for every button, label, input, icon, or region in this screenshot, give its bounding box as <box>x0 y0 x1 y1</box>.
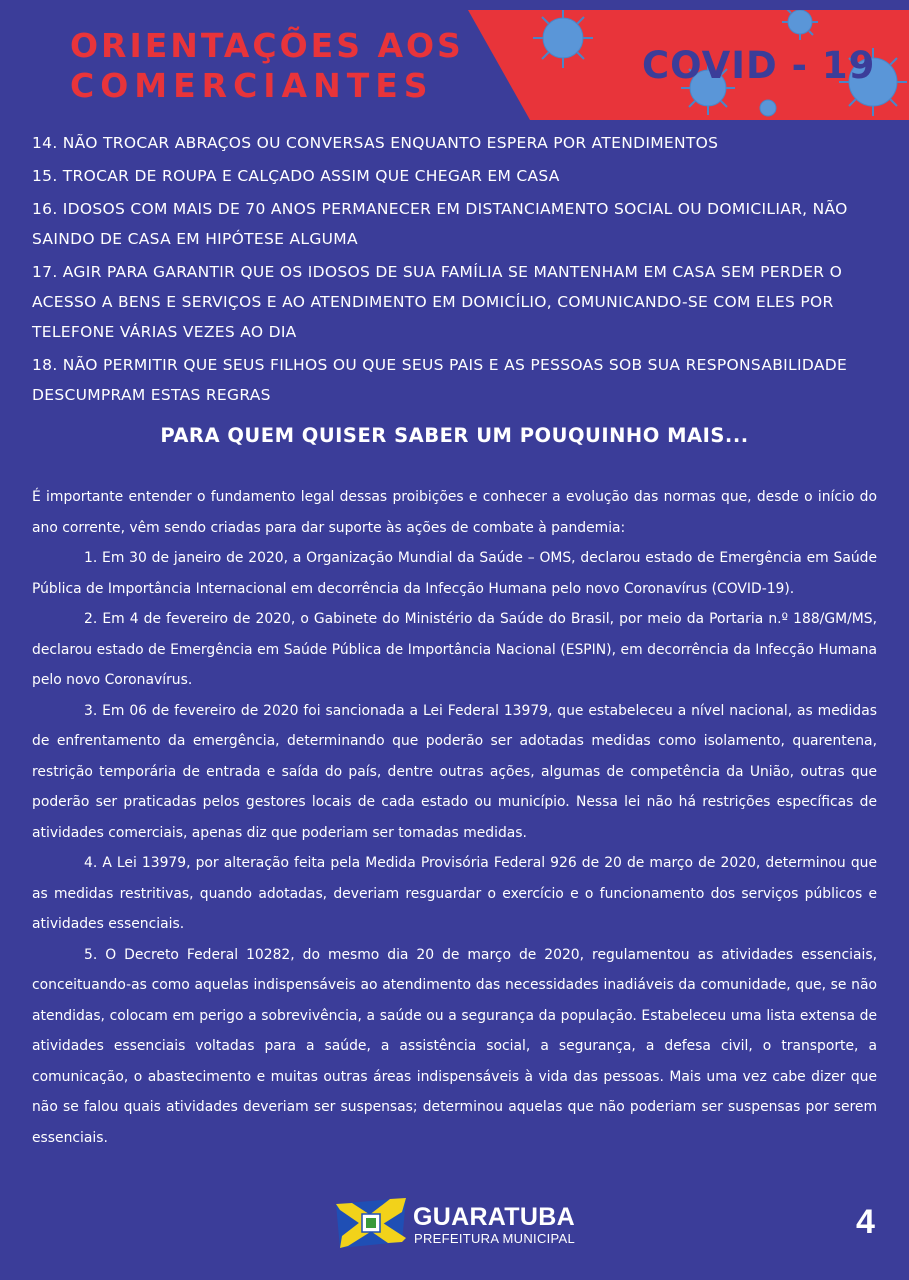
brand-subtitle: PREFEITURA MUNICIPAL <box>414 1231 576 1246</box>
title-line-1: ORIENTAÇÕES AOS <box>70 26 464 65</box>
page-number: 4 <box>856 1203 875 1241</box>
intro-paragraph: É importante entender o fundamento legal dessas proibições e conhecer a evolução das normas que, desde o início do ano corrente, vêm sendo criadas para dar suporte às ações de combate à pandemia: <box>32 489 877 536</box>
rules-list <box>32 128 882 413</box>
legal-item: 4. A Lei 13979, por alteração feita pela Medida Provisória Federal 926 de 20 de março de 2020, determinou que as medidas restritivas, quando adotadas, deveriam resguardar o exercício e o funcionamento dos serviços públicos e atividades essenciais. <box>32 855 877 932</box>
title-line-2: COMERCIANTES <box>70 66 434 105</box>
section-body <box>32 482 877 1153</box>
rule-item: 17. AGIR PARA GARANTIR QUE OS IDOSOS DE SUA FAMÍLIA SE MANTENHAM EM CASA SEM PERDER O ACESSO A BENS E SERVIÇOS E AO ATENDIMENTO EM DOMICÍLIO, COMUNICANDO-SE COM ELES POR TELEFONE VÁRIAS VEZES AO DIA <box>32 263 843 341</box>
page-title <box>70 26 464 106</box>
guaratuba-flag-icon <box>334 1198 408 1248</box>
rule-item: 14. NÃO TROCAR ABRAÇOS OU CONVERSAS ENQUANTO ESPERA POR ATENDIMENTOS <box>32 134 719 152</box>
legal-item: 3. Em 06 de fevereiro de 2020 foi sancionada a Lei Federal 13979, que estabeleceu a nível nacional, as medidas de enfrentamento da emergência, determinando que poderão ser adotadas medidas como isolamento, quarentena, restrição temporária de entrada e saída do país, dentre outras ações, algumas de competência da União, outras que poderão ser praticadas pelos gestores locais de cada estado ou município. Nessa lei não há restrições específicas de atividades comerciais, apenas diz que poderiam ser tomadas medidas. <box>32 702 877 841</box>
rule-item: 15. TROCAR DE ROUPA E CALÇADO ASSIM QUE CHEGAR EM CASA <box>32 167 560 185</box>
brand-name: GUARATUBA <box>413 1203 575 1231</box>
rule-item: 16. IDOSOS COM MAIS DE 70 ANOS PERMANECER EM DISTANCIAMENTO SOCIAL OU DOMICILIAR, NÃO SAINDO DE CASA EM HIPÓTESE ALGUMA <box>32 200 848 248</box>
legal-item: 5. O Decreto Federal 10282, do mesmo dia 20 de março de 2020, regulamentou as atividades essenciais, conceituando-as como aquelas indispensáveis ao atendimento das necessidades inadiáveis da comunidade, que, se não atendidas, colocam em perigo a sobrevivência, a saúde ou a segurança da população. Estabeleceu uma lista extensa de atividades essenciais voltadas para a saúde, a assistência social, a segurança, a defesa civil, o transporte, a comunicação, o abastecimento e muitas outras áreas indispensáveis à vida das pessoas. Mais uma vez cabe dizer que não se falou quais atividades deveriam ser suspensas; determinou aquelas que não poderiam ser suspensas por serem essenciais. <box>32 946 877 1146</box>
legal-item: 2. Em 4 de fevereiro de 2020, o Gabinete do Ministério da Saúde do Brasil, por meio da Portaria n.º 188/GM/MS, declarou estado de Emergência em Saúde Pública de Importância Nacional (ESPIN), em decorrência da Infecção Humana pelo novo Coronavírus. <box>32 611 877 688</box>
covid-label: COVID - 19 <box>642 44 876 87</box>
legal-item: 1. Em 30 de janeiro de 2020, a Organização Mundial da Saúde – OMS, declarou estado de Emergência em Saúde Pública de Importância Internacional em decorrência da Infecção Humana pelo novo Coronavírus (COVID-19). <box>32 550 877 597</box>
section-title: PARA QUEM QUISER SABER UM POUQUINHO MAIS... <box>160 424 749 447</box>
rule-item: 18. NÃO PERMITIR QUE SEUS FILHOS OU QUE SEUS PAIS E AS PESSOAS SOB SUA RESPONSABILIDADE DESCUMPRAM ESTAS REGRAS <box>32 356 848 404</box>
